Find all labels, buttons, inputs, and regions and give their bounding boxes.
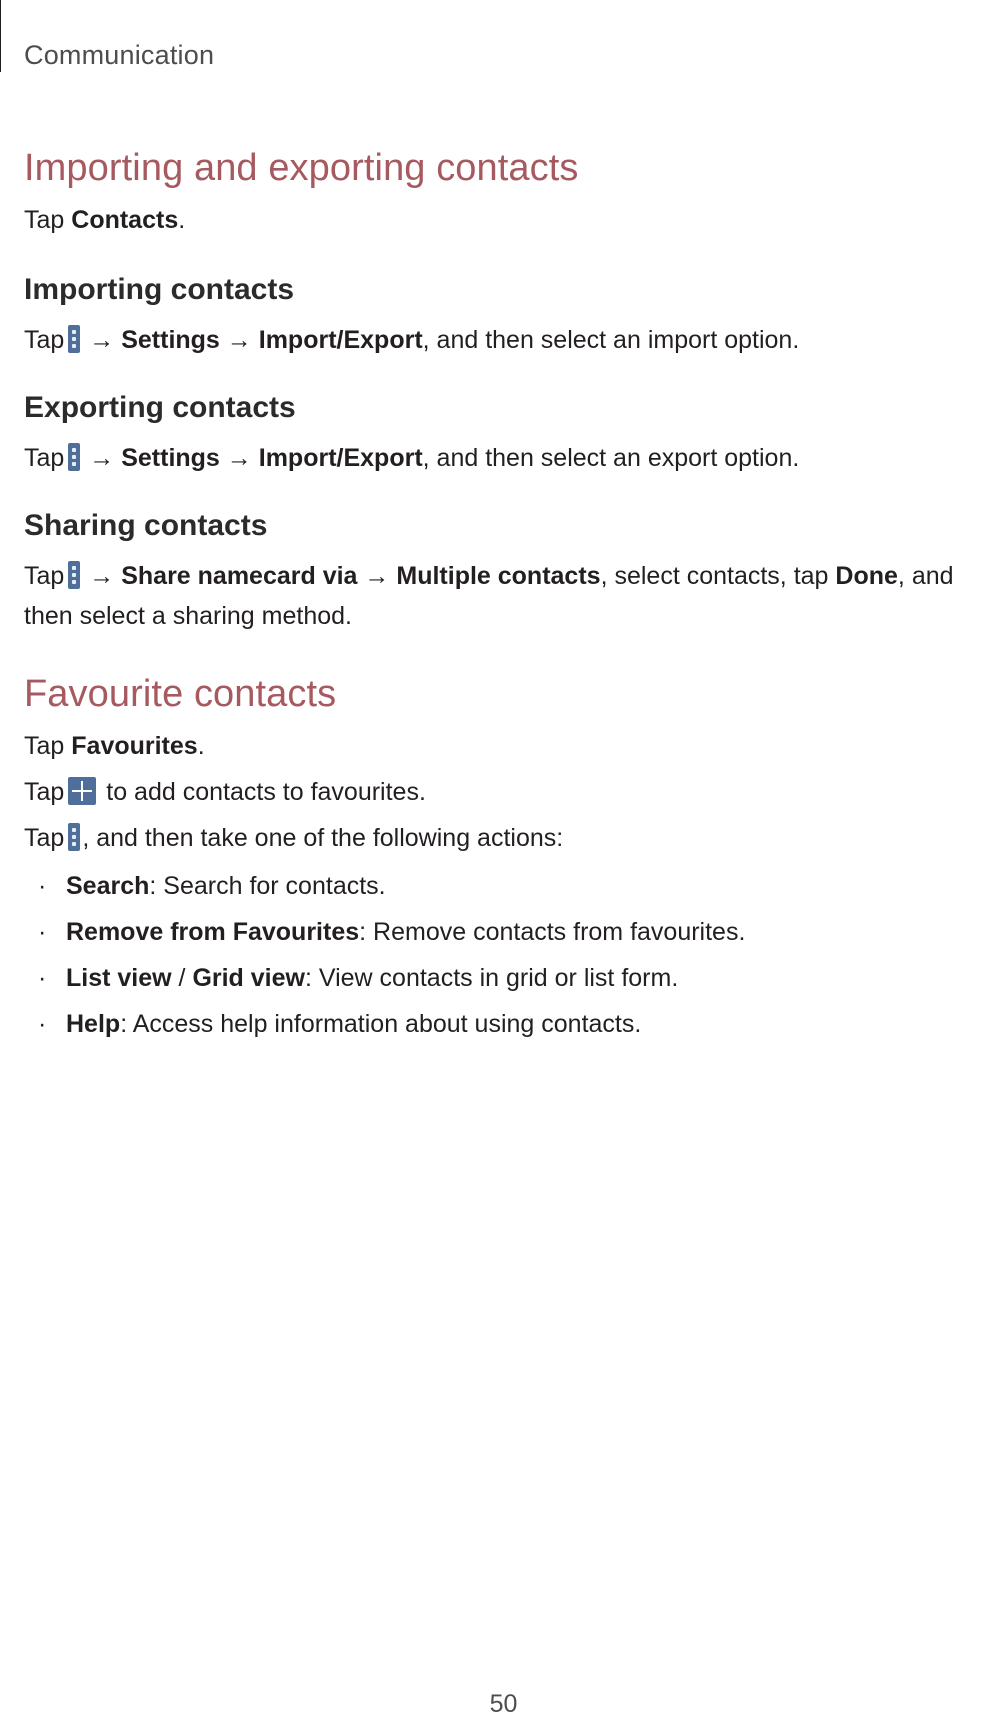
sharing-instruction — [24, 556, 1007, 636]
importing-option: Import/Export — [258, 326, 423, 354]
page-content — [24, 142, 1007, 1050]
favourites-add-instruction — [24, 772, 1007, 812]
list-item — [24, 1004, 1007, 1044]
action-desc: : View contacts in grid or list form. — [304, 964, 679, 992]
sharing-share: Share namecard via — [121, 562, 358, 590]
importing-rest: , and then select an import option. — [422, 326, 800, 354]
sharing-tap: Tap — [24, 562, 65, 590]
section-title-favourites: Favourite contacts — [24, 673, 337, 715]
action-name-alt: Grid view — [192, 964, 305, 992]
running-header: Communication — [24, 40, 215, 70]
sharing-rest: , and then select a sharing method. — [24, 562, 954, 630]
more-options-icon — [68, 561, 80, 589]
sharing-done: Done — [835, 562, 898, 590]
action-name: Remove from Favourites — [66, 918, 360, 946]
more-options-icon — [68, 325, 80, 353]
favourites-menu-rest: , and then take one of the following actions: — [82, 824, 564, 852]
importing-settings: Settings — [121, 326, 220, 354]
exporting-instruction — [24, 438, 1007, 478]
list-item — [24, 958, 1007, 998]
exporting-arrow-2: → — [226, 444, 252, 472]
exporting-settings: Settings — [121, 444, 220, 472]
action-desc: : Search for contacts. — [149, 872, 386, 900]
exporting-arrow-1: → — [89, 444, 115, 472]
list-item — [24, 866, 1007, 906]
action-name: Help — [66, 1010, 121, 1038]
exporting-rest: , and then select an export option. — [422, 444, 800, 472]
more-options-icon — [68, 823, 80, 851]
list-item — [24, 912, 1007, 952]
subheading-exporting: Exporting contacts — [24, 391, 296, 424]
action-name: List view — [66, 964, 172, 992]
favourites-intro-tap: Tap — [24, 732, 65, 760]
more-options-icon — [68, 443, 80, 471]
favourites-add-tap: Tap — [24, 778, 65, 806]
action-name: Search — [66, 872, 150, 900]
intro-end: . — [178, 206, 186, 234]
page-frame-line — [0, 0, 1, 72]
favourites-menu-instruction — [24, 818, 1007, 858]
favourites-add-rest: to add contacts to favourites. — [106, 778, 426, 806]
importing-arrow-2: → — [226, 326, 252, 354]
favourites-intro — [24, 726, 1007, 766]
plus-icon — [68, 777, 96, 805]
subheading-importing: Importing contacts — [24, 273, 295, 306]
subheading-sharing: Sharing contacts — [24, 509, 268, 542]
sharing-arrow-2: → — [364, 562, 390, 590]
action-separator: / — [171, 964, 193, 992]
importing-arrow-1: → — [89, 326, 115, 354]
bullet-dot: · — [38, 964, 47, 992]
favourites-intro-target: Favourites — [71, 732, 198, 760]
bullet-dot: · — [38, 1010, 47, 1038]
intro-paragraph — [24, 200, 1007, 240]
page-number: 50 — [489, 1690, 518, 1718]
action-desc: : Access help information about using contacts. — [120, 1010, 642, 1038]
bullet-dot: · — [38, 918, 47, 946]
favourites-intro-end: . — [197, 732, 205, 760]
intro-target: Contacts — [71, 206, 179, 234]
favourites-menu-tap: Tap — [24, 824, 65, 852]
importing-instruction — [24, 320, 1007, 360]
favourites-action-list — [24, 866, 1007, 1044]
importing-tap: Tap — [24, 326, 65, 354]
intro-tap: Tap — [24, 206, 65, 234]
section-title-import-export: Importing and exporting contacts — [24, 147, 579, 189]
sharing-multiple: Multiple contacts — [396, 562, 601, 590]
bullet-dot: · — [38, 872, 47, 900]
sharing-arrow-1: → — [89, 562, 115, 590]
sharing-mid: , select contacts, tap — [600, 562, 829, 590]
action-desc: : Remove contacts from favourites. — [359, 918, 746, 946]
exporting-tap: Tap — [24, 444, 65, 472]
exporting-option: Import/Export — [258, 444, 423, 472]
